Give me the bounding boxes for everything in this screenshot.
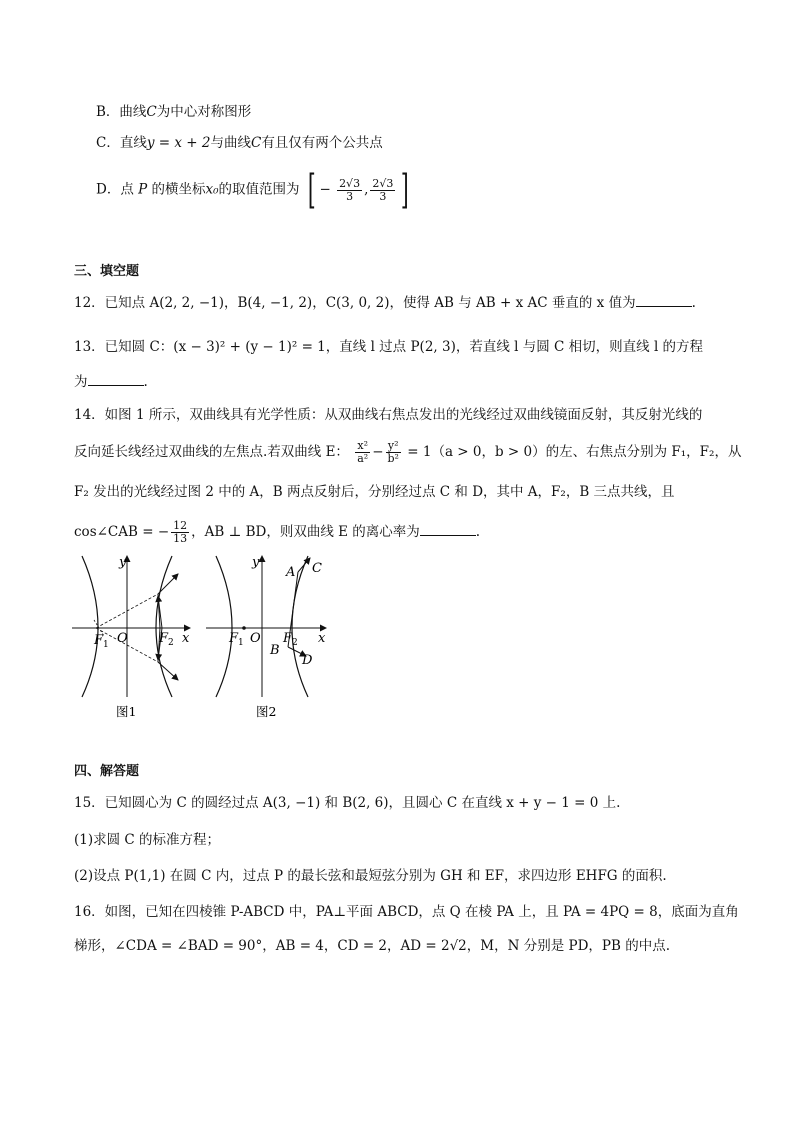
q13-line2-text: 为 [74, 374, 88, 390]
q12-end: . [691, 295, 696, 311]
fig2-caption: 图2 [256, 704, 277, 719]
fig2-y-label: y [252, 555, 260, 570]
question-14-line1: 14．如图 1 所示，双曲线具有光学性质：从双曲线右焦点发出的光线经过双曲线镜面反射，其反射光线的 [74, 407, 703, 423]
fig1-f1-letter: F [94, 633, 104, 648]
answer-blank [88, 371, 144, 386]
option-d-x0: x₀ [205, 181, 219, 198]
fig2-a-label: A [286, 565, 296, 580]
question-14-line4 [74, 520, 480, 545]
option-d: D．点 P 的横坐标x₀的取值范围为 [ − $\frac{2√3}{3}$ , $\frac{2√3}{3}$ ] [96, 167, 410, 213]
fig2-f1-sub: 1 [238, 638, 244, 648]
q12-text: 12．已知点 A(2, 2, −1)，B(4, −1, 2)，C(3, 0, 2)，使得 AB 与 AB + x AC 垂直的 x 值为 [74, 295, 636, 311]
fig2-ray-ac [298, 558, 310, 572]
option-c-mid: 与曲线 [210, 135, 251, 151]
fig2-d-label: D [302, 653, 313, 668]
option-b [96, 102, 251, 122]
option-c-var: C [250, 135, 262, 151]
fig1-f2-letter: F [159, 631, 169, 646]
option-b-suffix: 为中心对称图形 [156, 104, 252, 120]
frac-num: 2√3 [339, 176, 361, 190]
fig2-f1-letter: F [229, 631, 239, 646]
fig1-caption: 图1 [116, 704, 137, 719]
q14-end: . [475, 524, 481, 540]
fig1-origin-label: O [117, 631, 128, 646]
option-c [96, 133, 383, 153]
question-15-line1: 15．已知圆心为 C 的圆经过点 A(3, −1) 和 B(2, 6)，且圆心 C 在直线 x + y − 1 = 0 上. [74, 795, 621, 811]
fig1-reflect-down [158, 662, 178, 680]
option-d-var: P [138, 181, 148, 198]
frac-den: 3 [346, 189, 354, 203]
fig1-f1-label [93, 633, 109, 650]
question-15-part1: (1)求圆 C 的标准方程； [74, 832, 221, 848]
question-13-line1: 13．已知圆 C：(x − 3)² + (y − 1)² = 1，直线 l 过点 P(2, 3)，若直线 l 与圆 C 相切，则直线 l 的方程 [74, 339, 704, 355]
frac-den: b² [387, 452, 399, 465]
q14-line4b: ，AB ⊥ BD，则双曲线 E 的离心率为 [191, 524, 420, 540]
fig1-f1-sub: 1 [103, 640, 109, 650]
answer-blank [420, 521, 476, 536]
fig2-f2-letter: F [283, 631, 293, 646]
fig2-x-label: x [318, 631, 326, 646]
figure-2 [206, 555, 326, 719]
fig2-origin-label: O [250, 631, 261, 646]
q14-line4a: cos∠CAB = − [74, 524, 170, 540]
frac-num: 2√3 [372, 176, 394, 190]
q13-end: . [143, 374, 148, 390]
minus-sign: − [319, 181, 331, 198]
option-c-suffix: 有且仅有两个公共点 [261, 135, 383, 151]
option-d-mid: 的横坐标 [151, 181, 206, 198]
question-14-line3: F₂ 发出的光线经过图 2 中的 A，B 两点反射后，分别经过点 C 和 D，其中 A，F₂，B 三点共线，且 [74, 484, 675, 500]
left-bracket: [ [307, 167, 316, 213]
fig1-f2-label [158, 631, 174, 648]
frac-num: y² [386, 440, 401, 453]
question-12 [74, 292, 696, 313]
frac-num: x² [355, 440, 370, 453]
frac-den: 13 [173, 532, 188, 545]
option-d-prefix: D．点 [96, 181, 134, 198]
fig1-f2-sub: 2 [168, 638, 174, 648]
fig2-f2-sub: 2 [292, 638, 298, 648]
right-bracket: ] [401, 167, 410, 213]
figure-1 [72, 555, 190, 719]
hyperbola-figures [70, 552, 330, 722]
fig1-reflect-up [158, 574, 178, 594]
fig2-left-branch [216, 556, 232, 697]
fig1-y-label: y [119, 555, 127, 570]
section-3-title: 三、填空题 [74, 264, 140, 279]
fig1-right-branch [156, 556, 172, 697]
option-d-mid2: 的取值范围为 [218, 181, 300, 198]
frac-den: 3 [379, 189, 387, 203]
question-15-part2: (2)设点 P(1,1) 在圆 C 内，过点 P 的最长弦和最短弦分别为 GH 和 EF，求四边形 EHFG 的面积. [74, 868, 667, 884]
fig1-left-branch [82, 556, 98, 697]
answer-blank [636, 292, 692, 307]
fig2-f1-point [242, 626, 246, 630]
section-4-title: 四、解答题 [74, 764, 140, 779]
question-16-line2: 梯形，∠CDA = ∠BAD = 90°，AB = 4，CD = 2，AD = 2√2，M，N 分别是 PD，PB 的中点. [74, 938, 670, 954]
fig2-b-label: B [270, 643, 280, 658]
frac-num: 12 [173, 519, 188, 532]
q14-line2b: = 1（a > 0，b > 0）的左、右焦点分别为 F₁，F₂，从 [402, 444, 742, 460]
frac-12-13 [171, 520, 189, 545]
question-16-line1: 16．如图，已知在四棱锥 P-ABCD 中，PA⊥平面 ABCD，点 Q 在棱 PA 上，且 PA = 4PQ = 8，底面为直角 [74, 904, 739, 920]
option-b-prefix: B．曲线 [96, 104, 147, 120]
fig2-f2-label [282, 631, 298, 648]
option-c-prefix: C．直线 [96, 135, 147, 151]
frac-den: a² [357, 452, 369, 465]
frac-y2-b2 [386, 440, 401, 465]
range-frac-low [337, 178, 362, 203]
fig2-f1-label [228, 631, 244, 648]
fig1-x-label: x [182, 631, 190, 646]
question-14-line2: 反向延长线经过双曲线的左焦点.若双曲线 E： $\frac{\text{x²}}{\text{a²}}$ − $\frac{\text{y²}}{\text{b²}}$ = 1（a > 0，b > 0）的左、右焦点分别为 F₁，F₂，从 [74, 439, 742, 465]
range-frac-high [370, 178, 395, 203]
option-c-eq: y = x + 2 [146, 135, 211, 151]
option-b-var: C [146, 104, 157, 120]
fig2-c-label: C [312, 561, 322, 576]
question-13-line2 [74, 371, 148, 392]
frac-x2-a2 [355, 440, 370, 465]
q14-line2a: 反向延长线经过双曲线的左焦点.若双曲线 E： [74, 444, 349, 460]
